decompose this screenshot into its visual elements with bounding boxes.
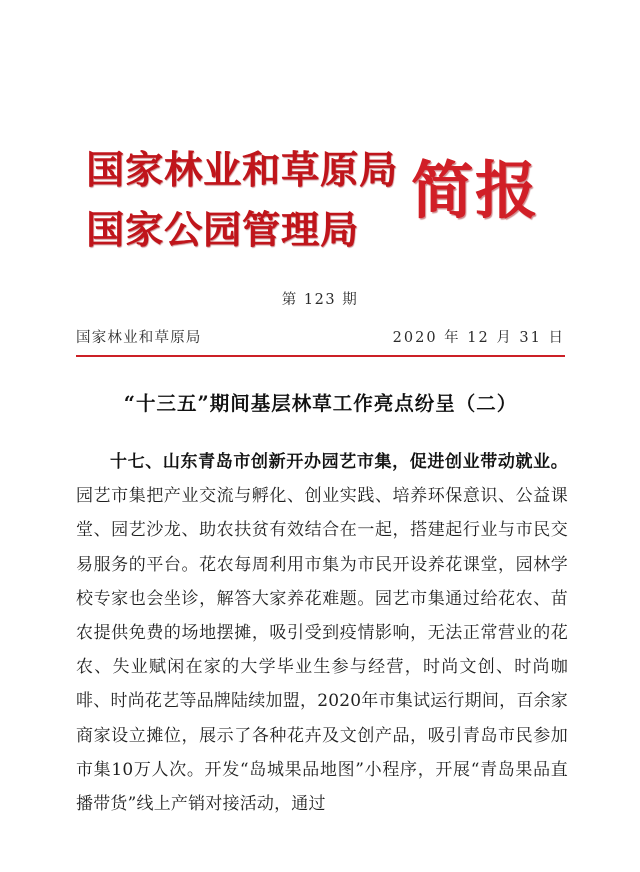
article-title: “十三五”期间基层林草工作亮点纷呈（二） (123, 392, 518, 415)
masthead-organization-names (86, 142, 416, 258)
masthead-org-line-1: 国家林业和草原局 (86, 147, 399, 192)
issue-number: 第 123 期 (281, 292, 359, 308)
imprint-date: 2020 年 12 月 31 日 (392, 330, 565, 346)
masthead (76, 142, 565, 266)
imprint-publisher: 国家林业和草原局 (76, 330, 202, 346)
masthead-publication-kind: 简报 (410, 154, 539, 227)
imprint-row (76, 326, 565, 347)
header-divider-rule (76, 355, 565, 357)
article-lead-in: 十七、山东青岛市创新开办园艺市集，促进创业带动就业。 (110, 452, 568, 472)
article-body (76, 445, 568, 821)
article-body-text: 园艺市集把产业交流与孵化、创业实践、培养环保意识、公益课堂、园艺沙龙、助农扶贫有效结合在一起，搭建起行业与市民交易服务的平台。花农每周利用市集为市民开设养花课堂，园林学校专家也会坐诊，解答大家养花难题。园艺市集通过给花农、苗农提供免费的场地摆摊，吸引受到疫情影响，无法正常营业的花农、失业赋闲在家的大学毕业生参与经营，时尚文创、时尚咖啡、时尚花艺等品牌陆续加盟，2020年市集试运行期间，百余家商家设立摊位，展示了各种花卉及文创产品，吸引青岛市民参加市集10万人次。开发“岛城果品地图”小程序，开展“青岛果品直播带货”线上产销对接活动，通过 (76, 486, 568, 815)
masthead-org-line-2: 国家公园管理局 (86, 207, 360, 252)
article-paragraph (76, 445, 568, 821)
